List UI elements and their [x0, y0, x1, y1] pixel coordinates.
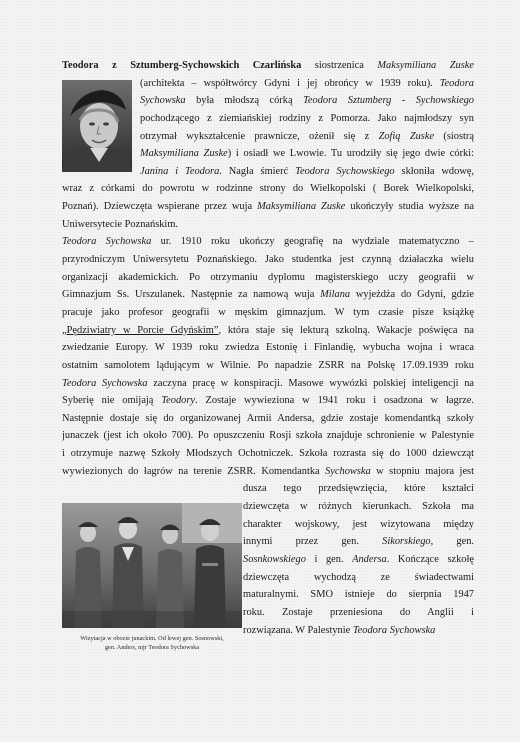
italic-text: Maksymiliana Zuske — [257, 201, 346, 213]
italic-text: Sychowska — [140, 95, 186, 107]
italic-text: Sosnkowskiego — [243, 553, 306, 565]
text-run: otrzymał wykształcenie prawnicze, ożenił się z — [140, 130, 379, 142]
text-line — [62, 286, 474, 304]
text-line — [62, 427, 474, 445]
text-run: Gimnazjum Ss. Urszulanek. Następnie za namową wuja — [62, 289, 321, 301]
text-run: Poznań). Dziewczęta wspierane przez wuja — [62, 201, 258, 213]
italic-text: Zofią Zuske — [378, 130, 435, 142]
text-run: . Kończące szkołę — [386, 553, 474, 565]
text-run: , która staje się lekturą szkolną. Wakacje poświęca na — [218, 324, 474, 336]
text-run: (architekta – współtwórcy Gdyni i jej obrońcy w 1939 roku). — [140, 77, 440, 89]
text-run: . Nagła śmierć — [219, 165, 296, 177]
text-run: ukończyły studia wyższe na — [345, 201, 474, 213]
text-line — [140, 110, 474, 128]
text-line — [140, 92, 474, 110]
text-line — [243, 480, 474, 498]
text-line — [140, 163, 474, 181]
italic-text: Teodora Sychowska — [352, 624, 436, 636]
text-line — [243, 533, 474, 551]
caption-line: gen. Anders, mjr Teodora Sychowska — [104, 644, 200, 651]
text-run: innymi przez gen. — [243, 536, 383, 548]
text-run: wraz z córkami do powrotu w rodzinne strony do Wielkopolski ( Borek Wielkopolski, — [62, 183, 474, 195]
text-run: , gen. — [430, 536, 474, 548]
text-line — [62, 304, 474, 322]
text-line — [243, 498, 474, 516]
text-run: rozwiązana. W Palestynie — [243, 624, 353, 636]
text-line — [62, 392, 474, 410]
text-line — [62, 322, 474, 340]
text-line — [62, 233, 474, 251]
text-line — [62, 57, 474, 75]
text-run: roku. Zostaje przeniesiona do Anglii i — [243, 606, 474, 618]
text-run: była młodszą córką — [185, 95, 304, 107]
text-run: dziewczęta w różnych kierunkach. Szkoła ma — [243, 501, 474, 513]
text-line — [62, 269, 474, 287]
bold-text: Teodora z Sztumberg-Sychowskich Czarlińska — [62, 60, 302, 71]
text-run: Następnie dostaje się do organizowanej Armii Andersa, gdzie zostaje komendantką szkoły — [62, 412, 474, 424]
text-line — [243, 622, 474, 640]
text-run: maturalnymi. SMO istnieje do sierpnia 1947 — [243, 589, 474, 601]
text-line — [62, 375, 474, 393]
italic-text: Milana — [320, 289, 351, 301]
italic-text: Teodora Sychowskiego — [295, 165, 395, 177]
text-run: i otrzymuje nazwę Szkoły Młodszych Ochotniczek. Szkoła rozrasta się do 1000 dziewcząt — [62, 448, 474, 460]
text-run: dusza tego przedsięwzięcia, które kształci — [243, 483, 474, 495]
text-line — [140, 145, 474, 163]
text-line — [62, 463, 474, 481]
italic-text: Maksymiliana Zuske — [377, 60, 474, 71]
text-line — [243, 516, 474, 534]
text-line — [62, 251, 474, 269]
text-line — [243, 551, 474, 569]
italic-text: Maksymiliana Zuske — [140, 148, 228, 160]
text-line — [62, 180, 474, 198]
text-run: wyjeżdża do Gdyni, gdzie — [350, 289, 474, 301]
text-run: Uniwersytecie Poznańskim. — [62, 218, 179, 230]
text-line — [62, 410, 474, 428]
text-line — [62, 445, 474, 463]
text-line — [243, 604, 474, 622]
italic-text: Teodora Sychowska — [62, 377, 148, 389]
italic-text: Teodora Sztumberg - Sychowskiego — [303, 95, 474, 107]
article-body — [62, 57, 474, 639]
text-run: pracuje jako profesor geografii w męskim gimnazjum. W tym czasie pisze książkę — [62, 306, 474, 318]
italic-text: Teodory — [161, 395, 196, 407]
text-run: skłoniła wdowę, — [394, 165, 474, 177]
text-run: zwiedzanie Europy. W 1939 roku zwiedza Estonię i Finlandię, wybucha wojna i wraca — [62, 342, 474, 354]
italic-text: Janina i Teodora — [140, 165, 220, 177]
text-line — [140, 75, 474, 93]
italic-text: Sikorskiego — [382, 536, 431, 548]
text-run: . Zostaje wywieziona w 1941 roku i osadzona w łagrze. — [195, 395, 474, 407]
italic-text: Teodora — [439, 77, 474, 89]
text-run: pochodzącego z ziemiańskiej rodziny z Pomorza. Jako najmłodszy syn — [140, 112, 474, 124]
text-run: ) i osiadł we Lwowie. Tu urodziły się jego dwie córki: — [227, 148, 474, 160]
text-run: i gen. — [305, 553, 353, 565]
text-run: charakter wojskowy, jest wizytowana między — [243, 518, 474, 530]
text-run: (siostrą — [434, 130, 474, 142]
text-line — [62, 216, 474, 234]
text-line — [62, 339, 474, 357]
text-line — [62, 357, 474, 375]
text-run: wywiezionych do łagrów na terenie ZSRR. Komendantka — [62, 465, 326, 477]
underlined-text: „Pędziwiatry w Porcie Gdyńskim” — [62, 324, 219, 336]
text-run: przyrodniczym Uniwersytetu Poznańskiego. Jako studentka jest czynną działaczka wielu — [62, 254, 474, 266]
text-run: organizacji akademickich. Po otrzymaniu dyplomu magisterskiego uczy geografii w — [62, 271, 474, 283]
text-line — [243, 586, 474, 604]
text-run: ostatnim samolotem lądującym w Wilnie. Po napadzie ZSRR na Polskę 17.09.1939 roku — [62, 359, 474, 371]
text-line — [62, 198, 474, 216]
italic-text: Andersa — [352, 553, 387, 565]
italic-text: Sychowska — [325, 465, 371, 477]
italic-text: Teodora Sychowska — [62, 236, 152, 248]
text-run: siostrzenica — [301, 60, 378, 71]
text-run: dziewczęta wychodzą ze świadectwami — [243, 571, 474, 583]
text-run: ur. 1910 roku ukończy geografię na wydziale matematyczno – — [151, 236, 474, 248]
text-line — [140, 128, 474, 146]
text-line — [243, 569, 474, 587]
text-run: zaczyna pracę w konspiracji. Masowe wywózki polskiej inteligencji na — [147, 377, 474, 389]
text-run: Syberię nie omijają — [62, 395, 162, 407]
text-run: junaczek (jest ich około 700). Po opuszczeniu Rosji szkoła znajduje schronienie w Palestynie — [62, 430, 474, 442]
caption-line: Wizytacja w obozie junackim. Od lewej gen. Sosnowski, — [80, 635, 224, 642]
text-run: w stopniu majora jest — [370, 465, 474, 477]
